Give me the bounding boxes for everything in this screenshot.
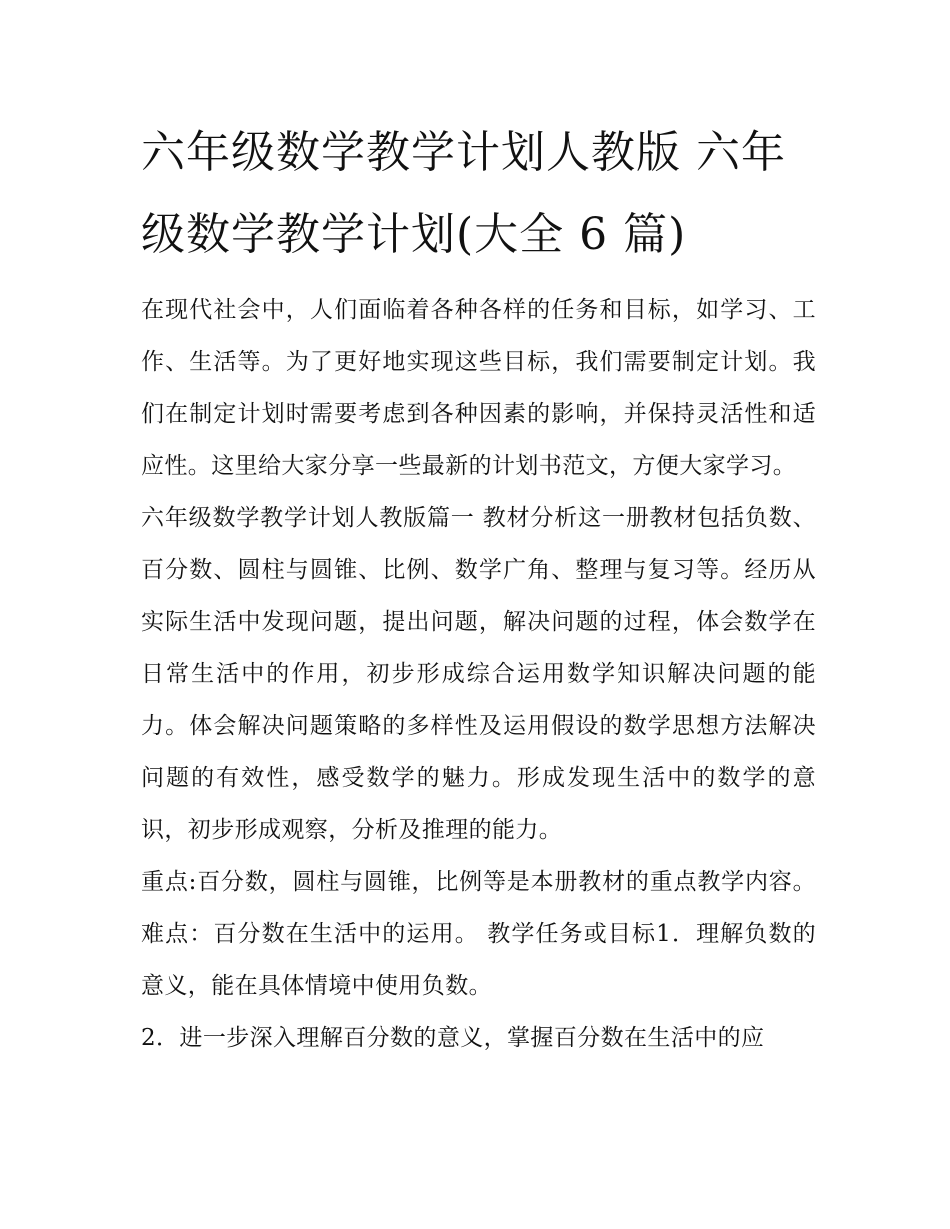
- section-one-paragraph: 六年级数学教学计划人教版篇一 教材分析这一册教材包括负数、百分数、圆柱与圆锥、比例、数学广角、整理与复习等。经历从实际生活中发现问题，提出问题，解决问题的过程，体会数学在日常生活中的作用，初步形成综合运用数学知识解决问题的能力。体会解决问题策略的多样性及运用假设的数学思想方法解决问题的有效性，感受数学的魅力。形成发现生活中的数学的意识，初步形成观察，分析及推理的能力。: [141, 505, 816, 843]
- intro-paragraph: 在现代社会中，人们面临着各种各样的任务和目标，如学习、工作、生活等。为了更好地实现这些目标，我们需要制定计划。我们在制定计划时需要考虑到各种因素的影响，并保持灵活性和适应性。这里给大家分享一些最新的计划书范文，方便大家学习。: [141, 297, 816, 479]
- objective-two-paragraph: 2．进一步深入理解百分数的意义，掌握百分数在生活中的应: [141, 1025, 765, 1051]
- key-points-paragraph: 重点:百分数，圆柱与圆锥，比例等是本册教材的重点教学内容。 难点：百分数在生活中的运用。 教学任务或目标1．理解负数的意义，能在具体情境中使用负数。: [141, 869, 816, 999]
- document-title: 六年级数学教学计划人教版 六年级数学教学计划(大全 6 篇): [141, 127, 786, 260]
- document-body: [141, 112, 816, 1064]
